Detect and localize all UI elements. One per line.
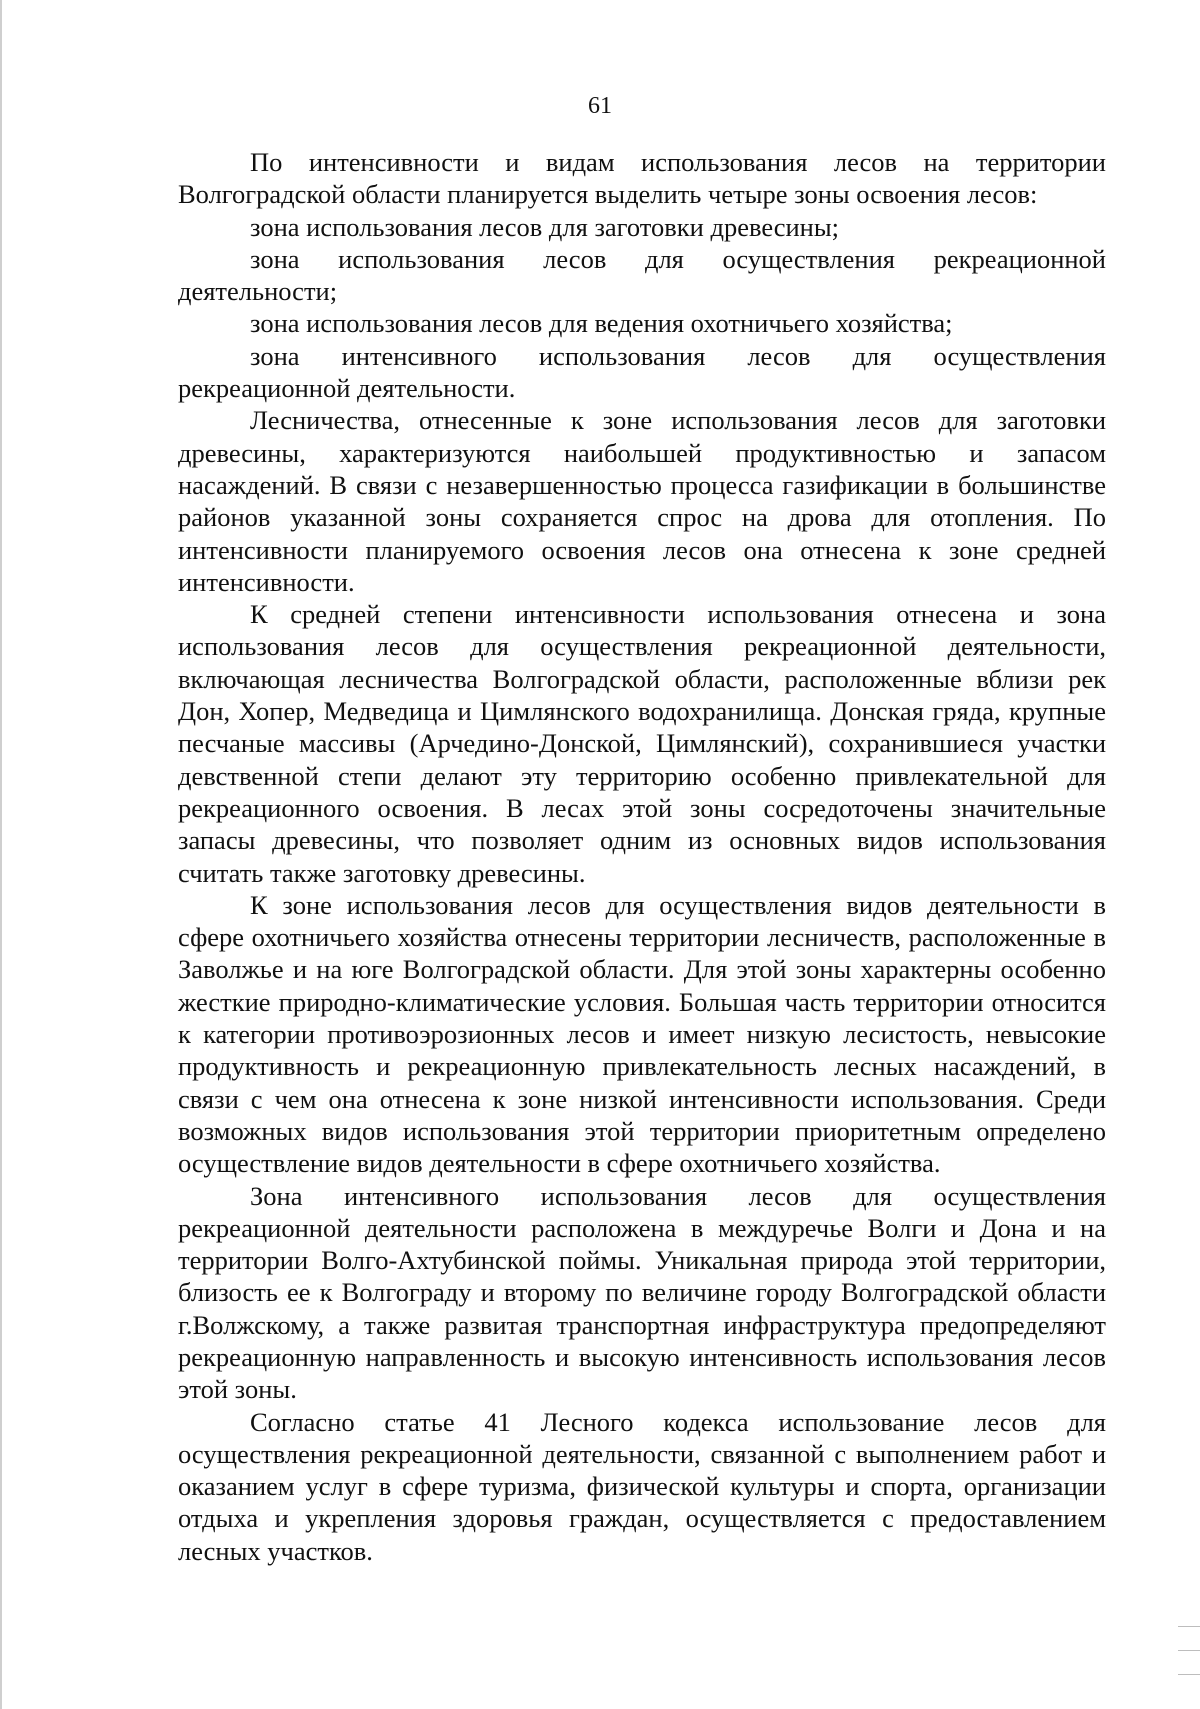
paragraph: К зоне использования лесов для осуществления видов деятельности в сфере охотничьего хозяйства отнесены территории лесничеств, расположенные в Заволжье и на юге Волгоградской области. Для этой зоны характерны особенно жесткие природно-климатические условия. Большая часть территории относится к категории противоэрозионных лесов и имеет низкую лесистость, невысокие продуктивность и рекреационную привлекательность лесных насаждений, в связи с чем она отнесена к зоне низкой интенсивности использования. Среди возможных видов использования этой территории приоритетным определено осуществление видов деятельности в сфере охотничьего хозяйства. <box>178 889 1106 1179</box>
paragraph: Согласно статье 41 Лесного кодекса использование лесов для осуществления рекреационной деятельности, связанной с выполнением работ и оказанием услуг в сфере туризма, физической культуры и спорта, организации отдыха и укрепления здоровья граждан, осуществляется с предоставлением лесных участков. <box>178 1406 1106 1566</box>
scan-mark <box>1178 1626 1200 1627</box>
list-item: зона использования лесов для ведения охотничьего хозяйства; <box>250 308 953 339</box>
document-body <box>178 146 1106 1567</box>
scan-mark <box>1178 1650 1200 1651</box>
paragraph: Зона интенсивного использования лесов для осуществления рекреационной деятельности расположена в междуречье Волги и Дона и на территории Волго-Ахтубинской поймы. Уникальная природа этой территории, близость ее к Волгограду и второму по величине городу Волгоградской области г.Волжскому, а также развитая транспортная инфраструктура предопределяют рекреационную направленность и высокую интенсивность использования лесов этой зоны. <box>178 1180 1106 1405</box>
list-item: зона использования лесов для осуществления рекреационной деятельности; <box>178 243 1106 307</box>
scan-mark <box>1178 1674 1200 1675</box>
paragraph: Лесничества, отнесенные к зоне использования лесов для заготовки древесины, характеризуются наибольшей продуктивностью и запасом насаждений. В связи с незавершенностью процесса газификации в большинстве районов указанной зоны сохраняется спрос на дрова для отопления. По интенсивности планируемого освоения лесов она отнесена к зоне средней интенсивности. <box>178 405 1106 597</box>
scan-edge <box>0 0 2 1709</box>
paragraph: К средней степени интенсивности использования отнесена и зона использования лесов для осуществления рекреационной деятельности, включающая лесничества Волгоградской области, расположенные вблизи рек Дон, Хопер, Медведица и Цимлянского водохранилища. Донская гряда, крупные песчаные массивы (Арчедино-Донской, Цимлянский), сохранившиеся участки девственной степи делают эту территорию особенно привлекательной для рекреационного освоения. В лесах этой зоны сосредоточены значительные запасы древесины, что позволяет одним из основных видов использования считать также заготовку древесины. <box>178 599 1106 888</box>
page-number: 61 <box>588 93 612 119</box>
list-item: зона интенсивного использования лесов для осуществления рекреационной деятельности. <box>178 340 1106 404</box>
paragraph: По интенсивности и видам использования лесов на территории Волгоградской области планируется выделить четыре зоны освоения лесов: <box>178 147 1106 210</box>
list-item: зона использования лесов для заготовки древесины; <box>250 211 840 242</box>
